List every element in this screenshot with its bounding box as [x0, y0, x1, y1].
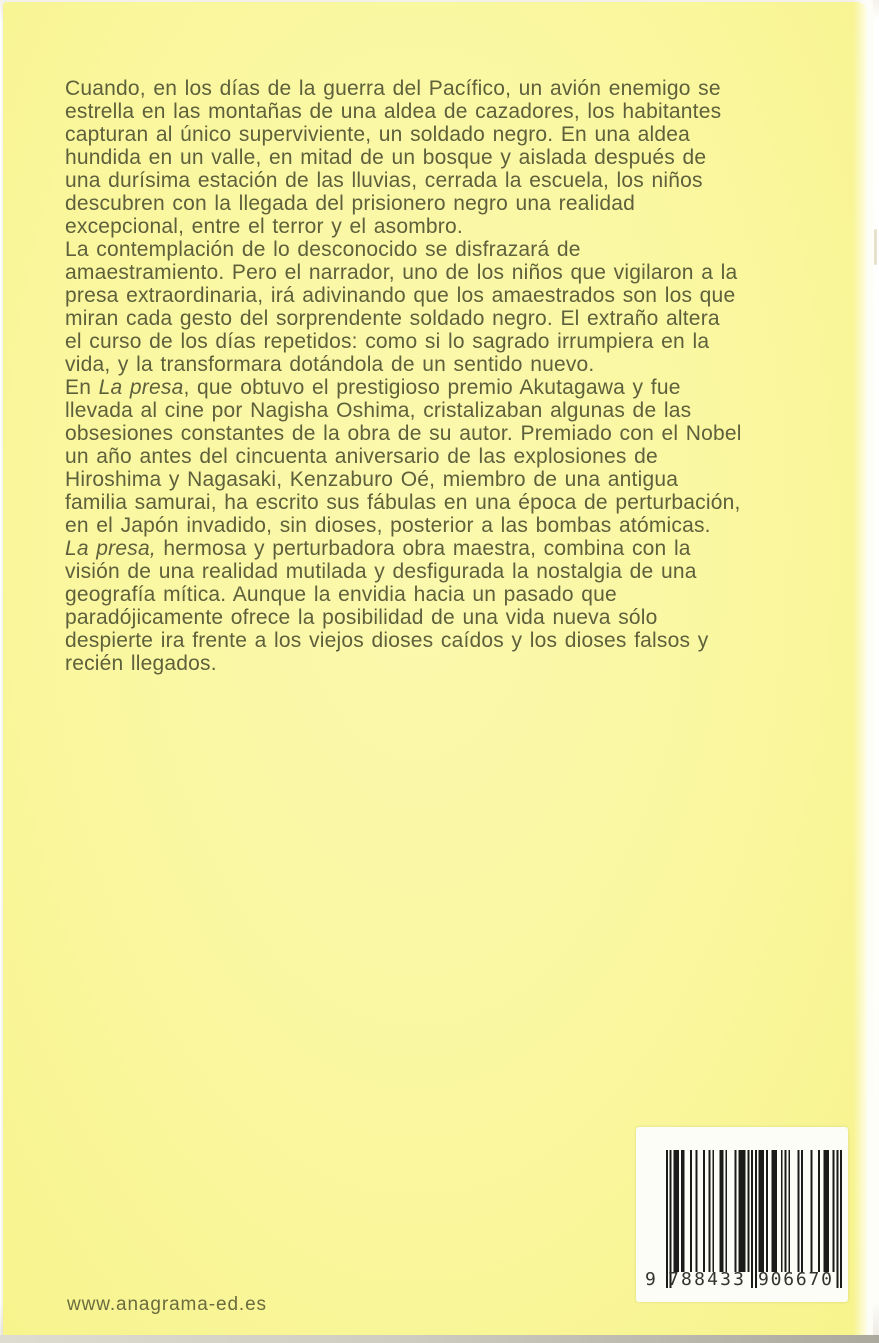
text-line: En La presa, que obtuvo el prestigioso premio Akutagawa y fue	[65, 376, 681, 399]
text-line: amaestramiento. Pero el narrador, uno de los niños que vigilaron a la	[65, 261, 738, 284]
text-line: obsesiones constantes de la obra de su autor. Premiado con el Nobel	[65, 422, 742, 445]
publisher-url: www.anagrama-ed.es	[67, 1294, 267, 1315]
text-line: miran cada gesto del sorprendente soldado negro. El extraño altera	[65, 307, 720, 330]
text-line: visión de una realidad mutilada y desfigurada la nostalgia de una	[65, 560, 697, 583]
text-line: llevada al cine por Nagisha Oshima, cristalizaban algunas de las	[65, 399, 692, 422]
text-line: familia samurai, ha escrito sus fábulas en una época de perturbación,	[65, 491, 741, 514]
barcode-digit-prefix: 9	[645, 1269, 656, 1290]
text-line: La contemplación de lo desconocido se disfrazará de	[65, 238, 581, 261]
text-line: el curso de los días repetidos: como si lo sagrado irrumpiera en la	[65, 330, 710, 353]
text-line: un año antes del cincuenta aniversario de las explosiones de	[65, 445, 658, 468]
text-line: vida, y la transformara dotándola de un sentido nuevo.	[65, 353, 595, 376]
text-line: paradójicamente ofrece la posibilidad de una vida nueva sólo	[65, 606, 658, 629]
text-line: recién llegados.	[65, 652, 217, 675]
text-line: en el Japón invadido, sin dioses, posterior a las bombas atómicas.	[65, 514, 711, 537]
scan-crease-artifact	[874, 229, 877, 265]
back-cover-text	[65, 77, 855, 675]
text-line: una durísima estación de las lluvias, cerrada la escuela, los niños	[65, 169, 703, 192]
scan-edge-right	[853, 0, 873, 1343]
barcode-bars	[666, 1150, 842, 1288]
text-line: Cuando, en los días de la guerra del Pacífico, un avión enemigo se	[65, 77, 721, 100]
barcode-digits-right-group: 906670	[758, 1269, 834, 1290]
text-line: Hiroshima y Nagasaki, Kenzaburo Oé, miembro de una antigua	[65, 468, 679, 491]
text-line: excepcional, entre el terror y el asombro.	[65, 215, 463, 238]
text-line: La presa, hermosa y perturbadora obra maestra, combina con la	[65, 537, 691, 560]
text-line: geografía mítica. Aunque la envidia hacia un pasado que	[65, 583, 617, 606]
text-line: despierte ira frente a los viejos dioses caídos y los dioses falsos y	[65, 629, 709, 652]
scan-edge-bottom	[0, 1335, 879, 1343]
text-line: presa extraordinaria, irá adivinando que los amaestrados son los que	[65, 284, 736, 307]
text-line: estrella en las montañas de una aldea de cazadores, los habitantes	[65, 100, 722, 123]
text-line: hundida en un valle, en mitad de un bosque y aislada después de	[65, 146, 707, 169]
text-line: capturan al único superviviente, un soldado negro. En una aldea	[65, 123, 691, 146]
barcode-digits-left-group: 788433	[668, 1269, 747, 1290]
text-line: descubren con la llegada del prisionero negro una realidad	[65, 192, 635, 215]
